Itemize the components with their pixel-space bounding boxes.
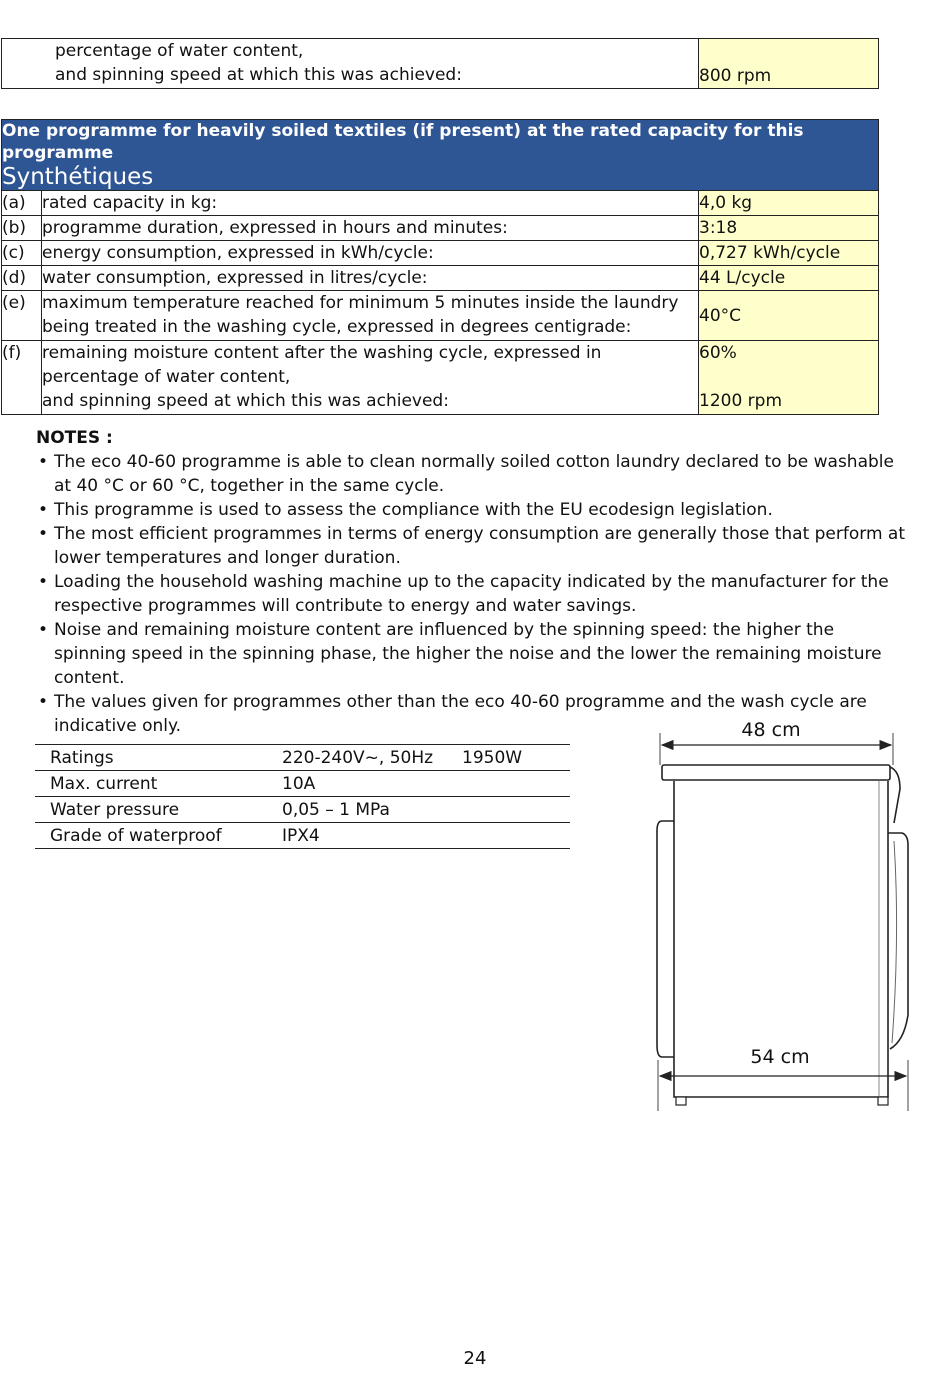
row-value: 800 rpm [699,39,879,89]
table-header-title: One programme for heavily soiled textiles (if present) at the rated capacity for this programme [2,121,804,163]
spec-extra [462,771,570,797]
notes-title: NOTES : [36,428,113,448]
row-description: programme duration, expressed in hours and minutes: [42,216,699,241]
table-header [2,120,879,191]
list-item: • Noise and remaining moisture content are influenced by the spinning speed: the higher the spinning speed in the spinning phase, the higher the noise and the lower the remaining moisture content. [36,618,911,690]
spec-extra [462,797,570,823]
row-value: 60% 1200 rpm [699,341,879,415]
row-label: (d) [2,266,42,291]
row-description: energy consumption, expressed in kWh/cycle: [42,241,699,266]
row-description: water consumption, expressed in litres/cycle: [42,266,699,291]
specs-table [35,744,570,849]
list-item: • The values given for programmes other than the eco 40-60 programme and the wash cycle are indicative only. [36,690,911,738]
machine-foot [878,1097,888,1105]
row-description: percentage of water content, and spinning speed at which this was achieved: [2,39,699,89]
notes-section [36,426,911,738]
row-description: maximum temperature reached for minimum 5 minutes inside the laundry being treated in the washing cycle, expressed in degrees centigrade: [42,291,699,341]
spec-value: IPX4 [282,823,462,849]
spec-value: 0,05 – 1 MPa [282,797,462,823]
table-row [2,216,879,241]
row-value: 0,727 kWh/cycle [699,241,879,266]
row-label: (c) [2,241,42,266]
synthetiques-table [1,119,879,415]
list-item: • This programme is used to assess the compliance with the EU ecodesign legislation. [36,498,911,522]
table-row [35,771,570,797]
row-value: 40°C [699,291,879,341]
machine-top [662,765,890,780]
width-label: 48 cm [741,719,801,741]
table-row [2,39,879,89]
spec-extra: 1950W [462,745,570,771]
table-row [2,191,879,216]
spec-value: 220-240V~, 50Hz [282,745,462,771]
top-table [1,38,879,89]
row-label: (b) [2,216,42,241]
notes-list [36,450,911,738]
spec-key: Ratings [35,745,282,771]
spec-key: Max. current [35,771,282,797]
spec-extra [462,823,570,849]
row-description: rated capacity in kg: [42,191,699,216]
row-value: 4,0 kg [699,191,879,216]
row-value: 3:18 [699,216,879,241]
table-row [35,745,570,771]
machine-back [657,821,674,1057]
machine-foot [676,1097,686,1105]
table-row [2,291,879,341]
row-label: (f) [2,341,42,415]
table-row [2,241,879,266]
spec-key: Grade of waterproof [35,823,282,849]
row-label: (a) [2,191,42,216]
table-header-subtitle: Synthétiques [2,164,154,190]
spec-value: 10A [282,771,462,797]
row-description: remaining moisture content after the washing cycle, expressed in percentage of water content, and spinning speed at which this was achieved: [42,341,699,415]
list-item: • Loading the household washing machine up to the capacity indicated by the manufacturer for the respective programmes will contribute to energy and water savings. [36,570,911,618]
page-number: 24 [463,1348,487,1369]
list-item: • The most efficient programmes in terms of energy consumption are generally those that perform at lower temperatures and longer duration. [36,522,911,570]
depth-label: 54 cm [750,1046,810,1068]
table-row [35,823,570,849]
table-row [35,797,570,823]
list-item: • The eco 40-60 programme is able to clean normally soiled cotton laundry declared to be washable at 40 °C or 60 °C, together in the same cycle. [36,450,911,498]
row-label: (e) [2,291,42,341]
row-value: 44 L/cycle [699,266,879,291]
table-row [2,266,879,291]
machine-door [888,833,908,1049]
spec-key: Water pressure [35,797,282,823]
table-row [2,341,879,415]
washing-machine-diagram [650,715,920,1120]
